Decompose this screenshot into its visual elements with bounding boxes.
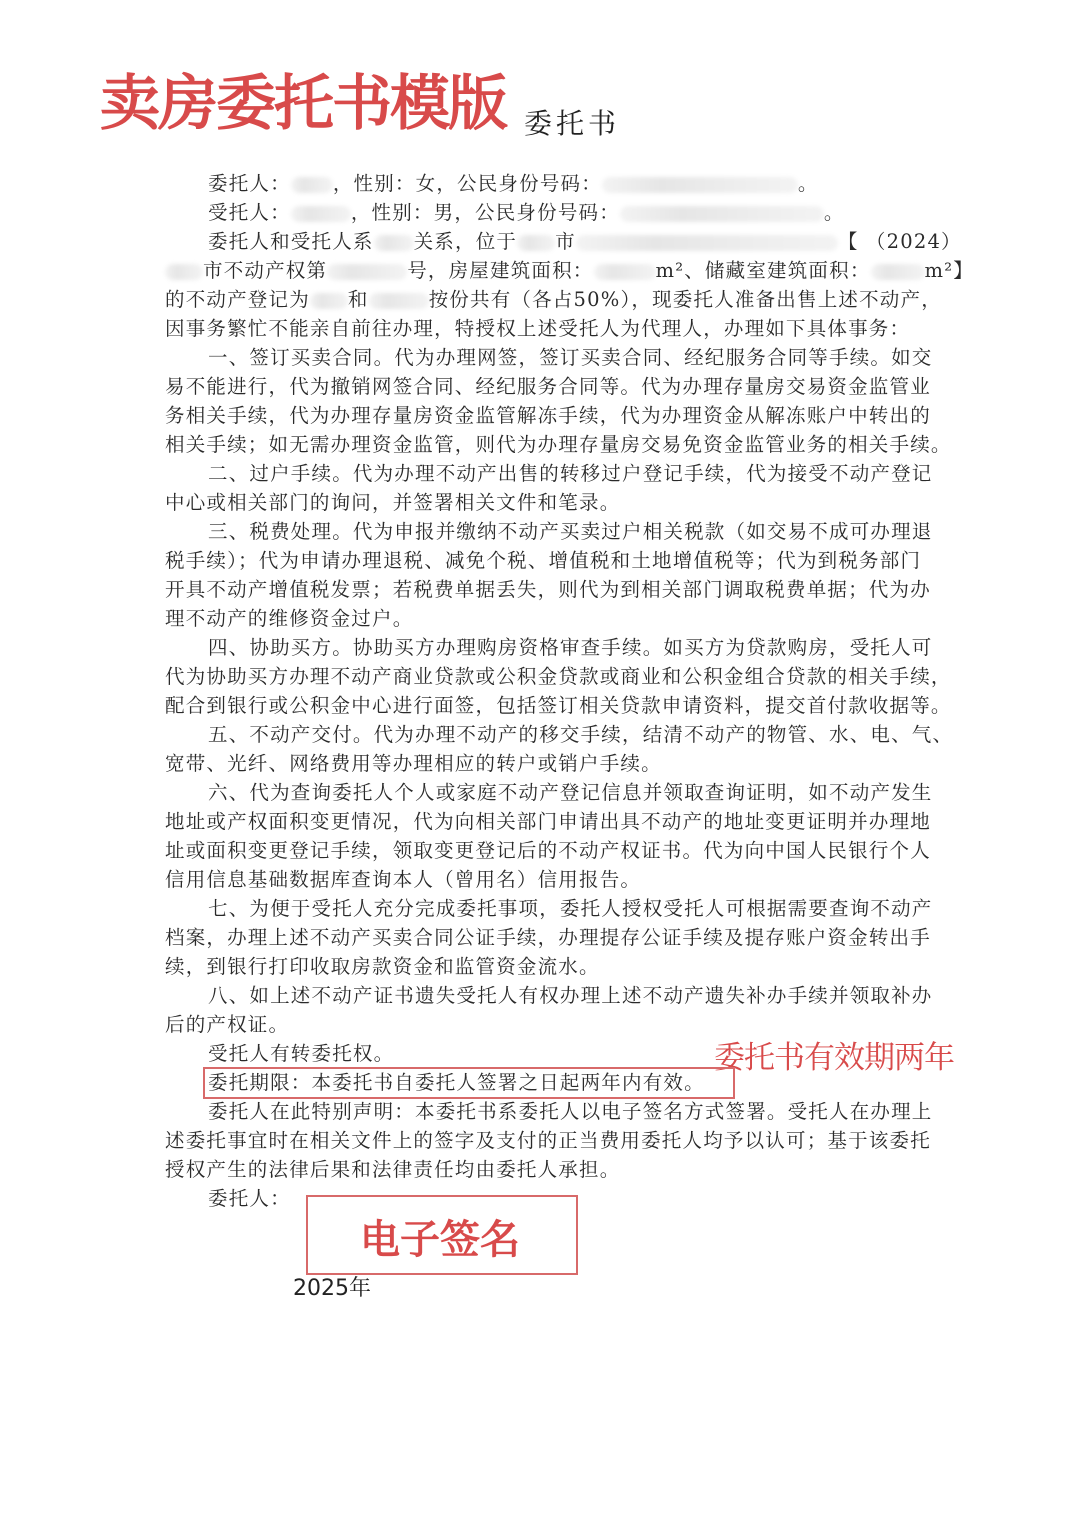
agent-line (208, 201, 845, 225)
text: 市 (555, 230, 576, 253)
text-line: 宽带、光纤、网络费用等办理相应的转户或销户手续。 (165, 752, 662, 775)
text: 市不动产权第 (203, 259, 328, 282)
text-line: 因事务繁忙不能亲自前往办理，特授权上述受托人为代理人，办理如下具体事务： (165, 317, 911, 340)
text: 按份共有（各占50%），现委托人准备出售上述不动产， (428, 288, 942, 311)
relation-line (208, 230, 962, 254)
text: ，性别：女，公民身份号码： (332, 172, 602, 195)
text-line: 相关手续；如无需办理资金监管，则代为办理存量房交易免资金监管业务的相关手续。 (165, 433, 952, 456)
validity-term-line: 委托期限：本委托书自委托人签署之日起两年内有效。 (208, 1071, 705, 1094)
text-line: 七、为便于受托人充分完成委托事项，委托人授权受托人可根据需要查询不动产 (208, 897, 933, 920)
property-line (165, 259, 974, 283)
text-line: 二、过户手续。代为办理不动产出售的转移过户登记手续，代为接受不动产登记 (208, 462, 933, 485)
text: 。 (823, 201, 845, 224)
signature-label-line: 委托人： (208, 1187, 291, 1210)
redacted-city (517, 235, 555, 251)
text: 【 （2024） (837, 230, 962, 253)
text-line: 代为协助买方办理不动产商业贷款或公积金贷款或商业和公积金组合贷款的相关手续， (165, 665, 952, 688)
text-line: 四、协助买方。协助买方办理购房资格审查手续。如买方为贷款购房，受托人可 (208, 636, 933, 659)
text-line: 地址或产权面积变更情况，代为向相关部门申请出具不动产的地址变更证明并办理地 (165, 810, 931, 833)
redacted-city (165, 264, 203, 280)
text: 的不动产登记为 (165, 288, 310, 311)
text-line: 开具不动产增值税发票；若税费单据丢失，则代为到相关部门调取税费单据；代为办 (165, 578, 931, 601)
redacted-area (871, 264, 925, 280)
text-line: 易不能进行，代为撤销网签合同、经纪服务合同等。代为办理存量房交易资金监管业 (165, 375, 931, 398)
text-line: 六、代为查询委托人个人或家庭不动产登记信息并领取查询证明，如不动产发生 (208, 781, 933, 804)
owners-line (165, 288, 942, 312)
validity-annotation: 委托书有效期两年 (714, 1040, 954, 1076)
redacted-relation (374, 235, 414, 251)
text-line: 址或面积变更登记手续，领取变更登记后的不动产权证书。代为向中国人民银行个人 (165, 839, 931, 862)
text-line: 信用信息基础数据库查询本人（曾用名）信用报告。 (165, 868, 642, 891)
text: 委托人和受托人系 (208, 230, 374, 253)
redacted-name (291, 177, 333, 193)
signature-year: 2025年 (293, 1276, 371, 1301)
redacted-address (576, 235, 838, 251)
text-line: 委托人在此特别声明：本委托书系委托人以电子签名方式签署。受托人在办理上 (208, 1100, 933, 1123)
text: 关系，位于 (413, 230, 518, 253)
text-line: 后的产权证。 (165, 1013, 290, 1036)
text-line: 理不动产的维修资金过户。 (165, 607, 414, 630)
text: 委托人： (208, 172, 291, 195)
text-line: 税手续）；代为申请办理退税、减免个税、增值税和土地增值税等；代为到税务部门 (165, 549, 922, 572)
validity-highlight-box (203, 1067, 735, 1099)
text-line: 务相关手续，代为办理存量房资金监管解冻手续，代为办理资金从解冻账户中转出的 (165, 404, 931, 427)
text: 和 (347, 288, 369, 311)
redacted-name (291, 206, 351, 222)
text-line: 配合到银行或公积金中心进行面签，包括签订相关贷款申请资料，提交首付款收据等。 (165, 694, 952, 717)
text: m²】 (924, 259, 974, 282)
text-line: 中心或相关部门的询问，并签署相关文件和笔录。 (165, 491, 621, 514)
text: ，性别：男，公民身份号码： (350, 201, 620, 224)
text: 受托人： (208, 201, 291, 224)
redacted-area (594, 264, 656, 280)
text: m²、储藏室建筑面积： (655, 259, 871, 282)
document-title: 委托书 (524, 107, 621, 140)
text-line: 授权产生的法律后果和法律责任均由委托人承担。 (165, 1158, 621, 1181)
redacted-name (310, 293, 348, 309)
text-line: 五、不动产交付。代为办理不动产的移交手续，结清不动产的物管、水、电、气、 (208, 723, 954, 746)
text-line: 八、如上述不动产证书遗失受托人有权办理上述不动产遗失补办手续并领取补办 (208, 984, 933, 1007)
redacted-id (620, 206, 824, 222)
overlay-title: 卖房委托书模版 (100, 69, 506, 139)
text-line: 档案，办理上述不动产买卖合同公证手续，办理提存公证手续及提存账户资金转出手 (165, 926, 931, 949)
text-line: 受托人有转委托权。 (208, 1042, 395, 1065)
text-line: 续，到银行打印收取房款资金和监管资金流水。 (165, 955, 600, 978)
text-line: 述委托事宜时在相关文件上的签字及支付的正当费用委托人均予以认可；基于该委托 (165, 1129, 931, 1152)
redacted-id (602, 177, 798, 193)
principal-line (208, 172, 819, 196)
text: 号，房屋建筑面积： (407, 259, 594, 282)
text-line: 三、税费处理。代为申报并缴纳不动产买卖过户相关税款（如交易不成可办理退 (208, 520, 933, 543)
signature-placeholder: 电子签名 (360, 1217, 520, 1263)
redacted-number (327, 264, 407, 280)
text-line: 一、签订买卖合同。代为办理网签，签订买卖合同、经纪服务合同等手续。如交 (208, 346, 933, 369)
text: 。 (797, 172, 819, 195)
redacted-name (369, 293, 429, 309)
